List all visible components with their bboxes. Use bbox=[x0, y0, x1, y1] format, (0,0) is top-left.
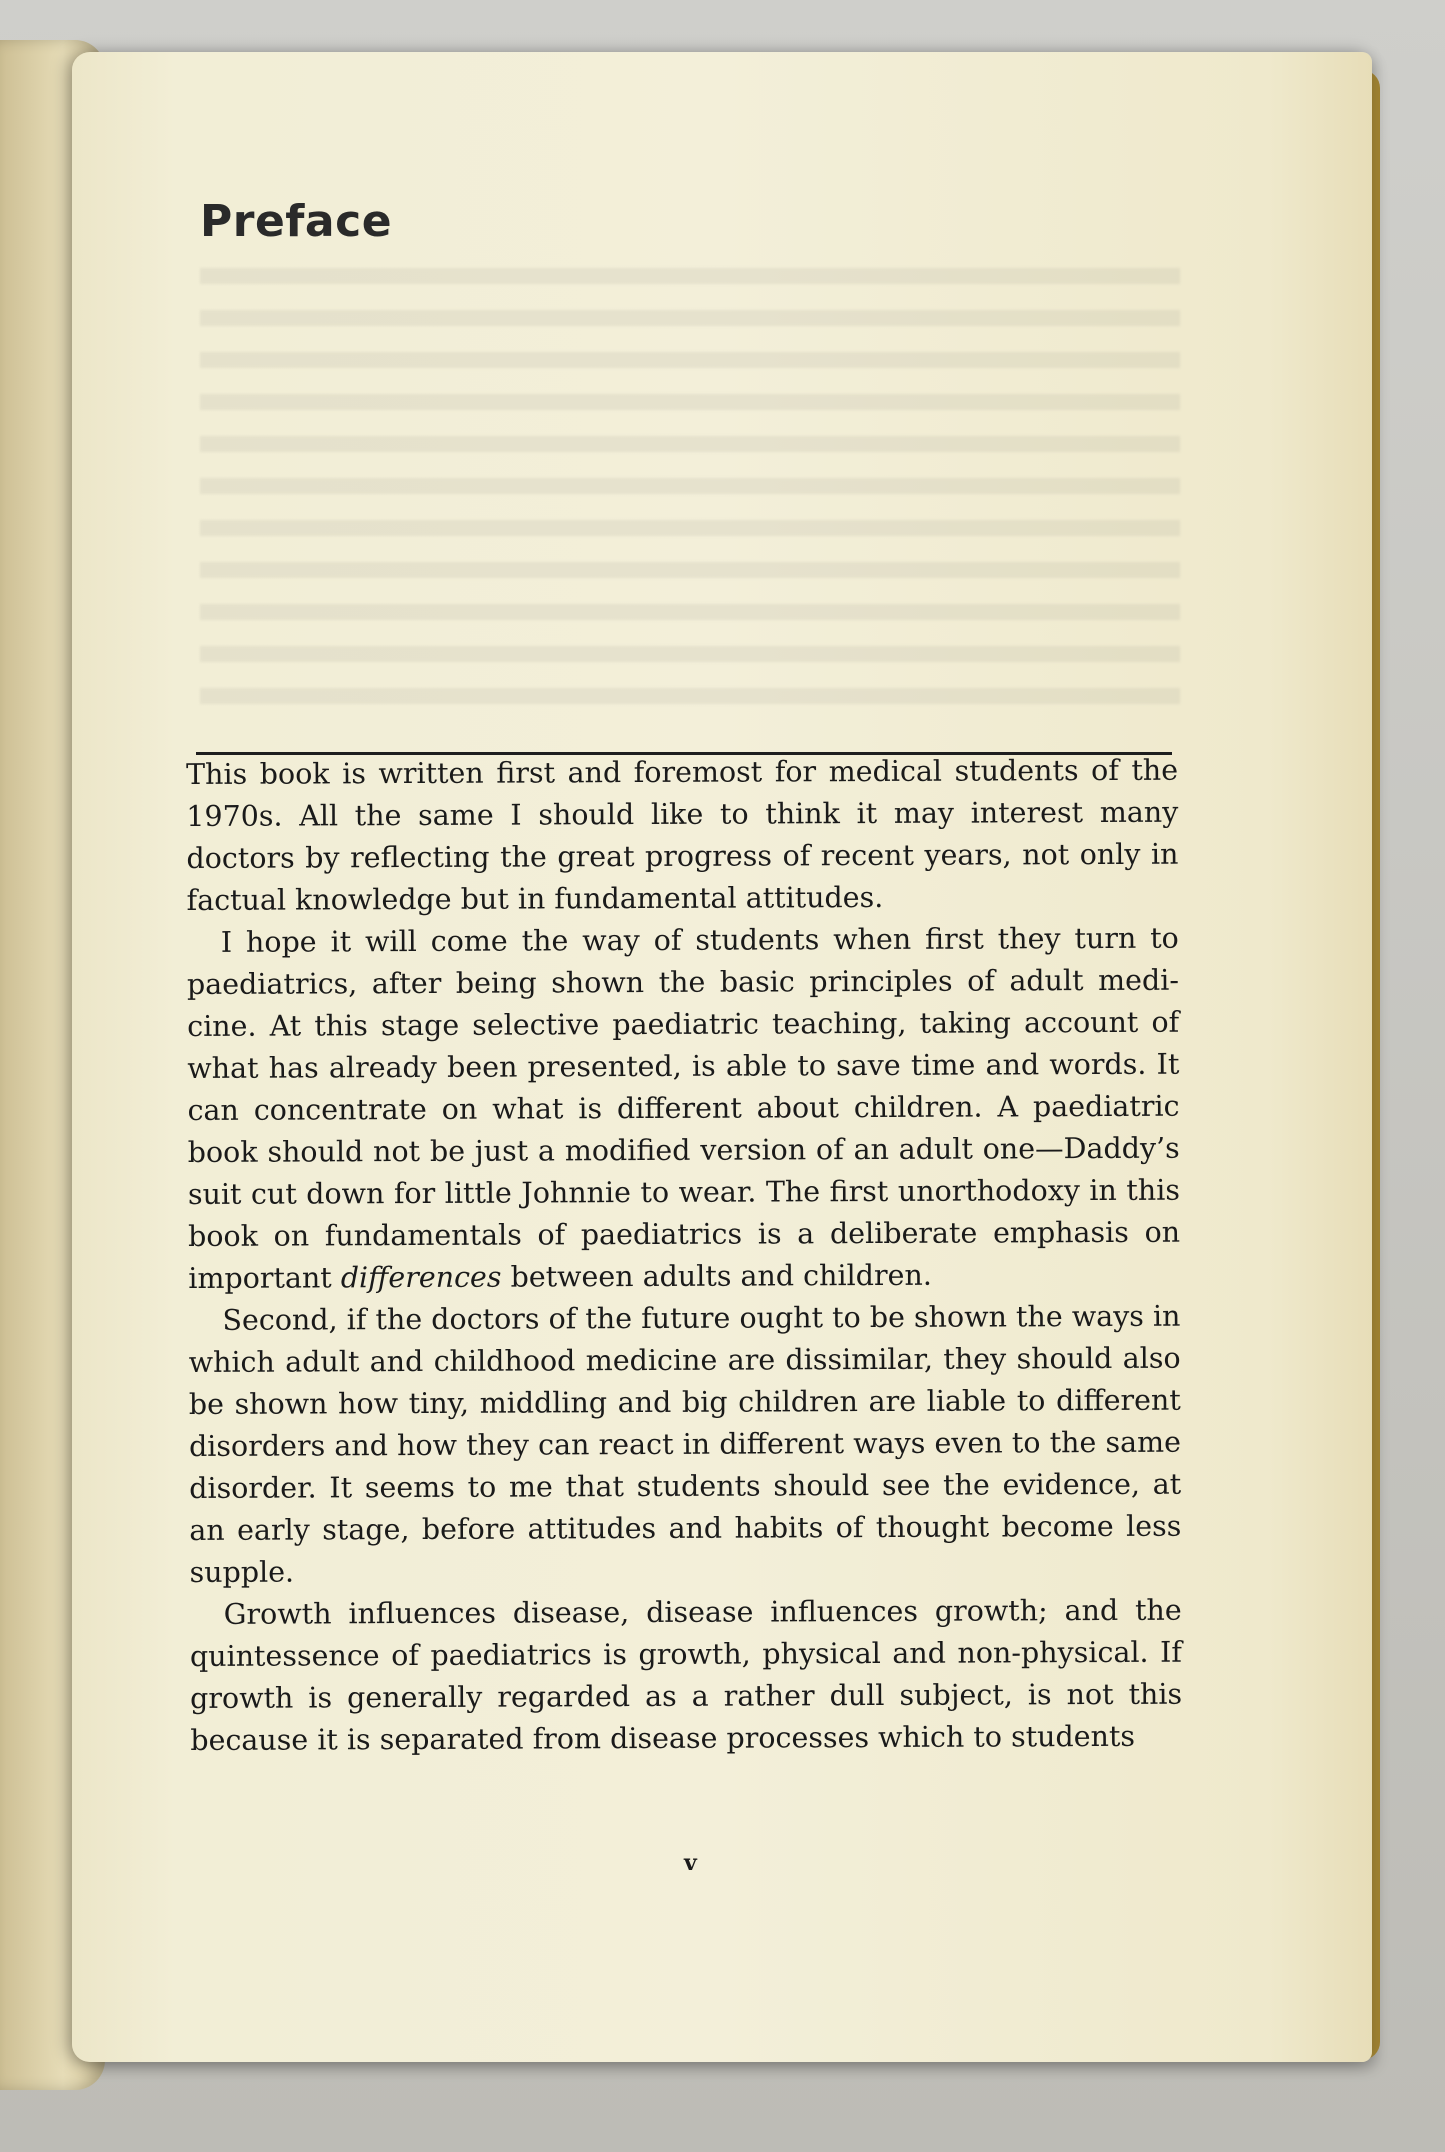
reverse-side-showthrough bbox=[200, 250, 1180, 730]
paragraph-3: Second, if the doctors of the future ought to be shown the ways in which adult and childhood medicine are dissimilar, they should also be shown how tiny, middling and big children are liable to different disorders and how they can react in different ways even to the same disorder. It seems to me that students should see the evidence, at an early stage, before attitudes and habits of thought become less supple. bbox=[188, 1299, 1182, 1589]
page-number: v bbox=[684, 1850, 697, 1876]
page-heading: Preface bbox=[200, 196, 393, 247]
paragraph-2 bbox=[187, 918, 1181, 1300]
paragraph-4: Growth influences disease, disease influences growth; and the quintessence of paediatrics is growth, physical and non-physical. If growth is generally regarded as a rather dull subject, is not this because it is separated from disease processes which to students bbox=[189, 1593, 1183, 1757]
emphasis-differences: differences bbox=[340, 1260, 502, 1295]
paragraph-2-tail: between adults and children. bbox=[501, 1258, 932, 1294]
paragraph-2-text: I hope it will come the way of students when first they turn to paediatrics, after being shown the basic principles of adult medicine. At this stage selective paediatric teaching, taking account of what has already been presented, is able to save time and words. It can concentrate on what is different about children. A paediatric book should not be just a modified version of an adult one—Daddy’s suit cut down for little Johnnie to wear. The first unorthodoxy in this book on fundamentals of paediatrics is a deliberate emphasis on important bbox=[186, 921, 1181, 1295]
preface-body bbox=[186, 750, 1182, 1762]
paragraph-1: This book is written first and foremost for medical students of the 1970s. All the same I should like to think it may interest many doctors by reflecting the great progress of recent years, not only in factual knowledge but in fundamental attitudes. bbox=[186, 753, 1179, 917]
